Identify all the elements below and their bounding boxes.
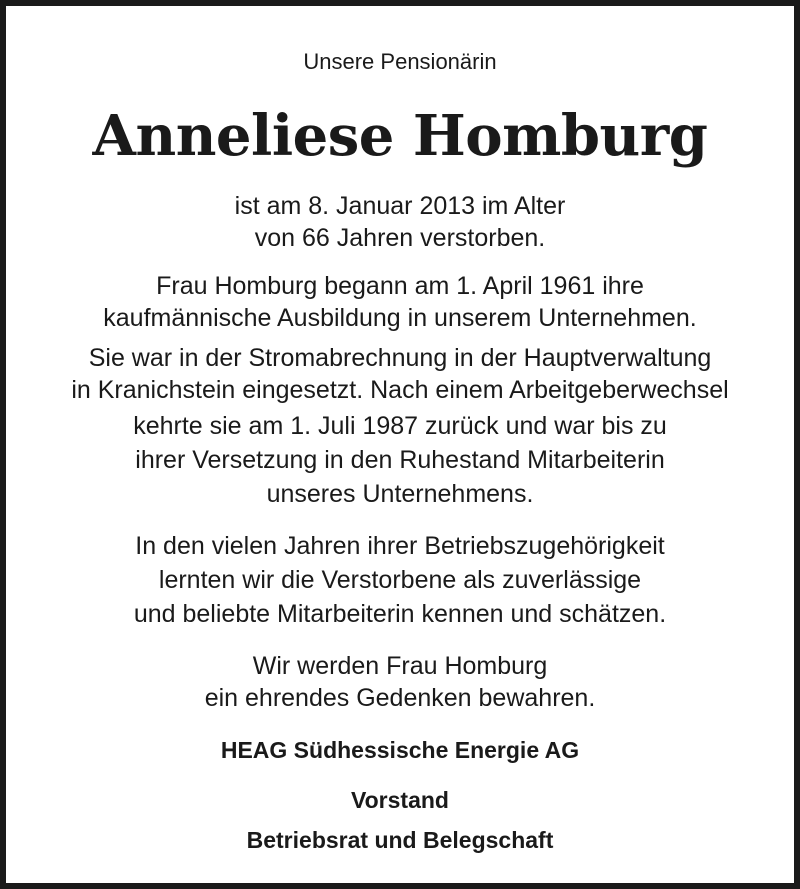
signature-company: HEAG Südhessische Energie AG bbox=[220, 737, 580, 763]
intro-line: Unsere Pensionärin bbox=[303, 49, 497, 74]
remembrance-line-1: Wir werden Frau Homburg bbox=[252, 652, 548, 680]
career-line-2: kaufmännische Ausbildung in unserem Unternehmen. bbox=[103, 304, 697, 332]
death-info-line-2: von 66 Jahren verstorben. bbox=[254, 224, 546, 252]
death-info-line-1: ist am 8. Januar 2013 im Alter bbox=[234, 192, 566, 220]
career-line-3: Sie war in der Stromabrechnung in der Hauptverwaltung bbox=[88, 344, 712, 372]
career-line-6: ihrer Versetzung in den Ruhestand Mitarbeiterin bbox=[135, 446, 665, 474]
career-line-1: Frau Homburg begann am 1. April 1961 ihre bbox=[156, 272, 644, 300]
appreciation-line-3: und beliebte Mitarbeiterin kennen und schätzen. bbox=[133, 600, 667, 628]
appreciation-line-1: In den vielen Jahren ihrer Betriebszugehörigkeit bbox=[135, 532, 665, 560]
signature-board: Vorstand bbox=[351, 787, 449, 813]
remembrance-line-2: ein ehrendes Gedenken bewahren. bbox=[204, 684, 596, 712]
career-line-5: kehrte sie am 1. Juli 1987 zurück und war bis zu bbox=[133, 412, 667, 440]
career-line-4: in Kranichstein eingesetzt. Nach einem Arbeitgeberwechsel bbox=[71, 376, 729, 404]
deceased-name: Anneliese Homburg bbox=[92, 103, 708, 169]
signature-staff: Betriebsrat und Belegschaft bbox=[246, 827, 554, 853]
appreciation-line-2: lernten wir die Verstorbene als zuverlässige bbox=[158, 566, 642, 594]
career-line-7: unseres Unternehmens. bbox=[266, 480, 534, 508]
